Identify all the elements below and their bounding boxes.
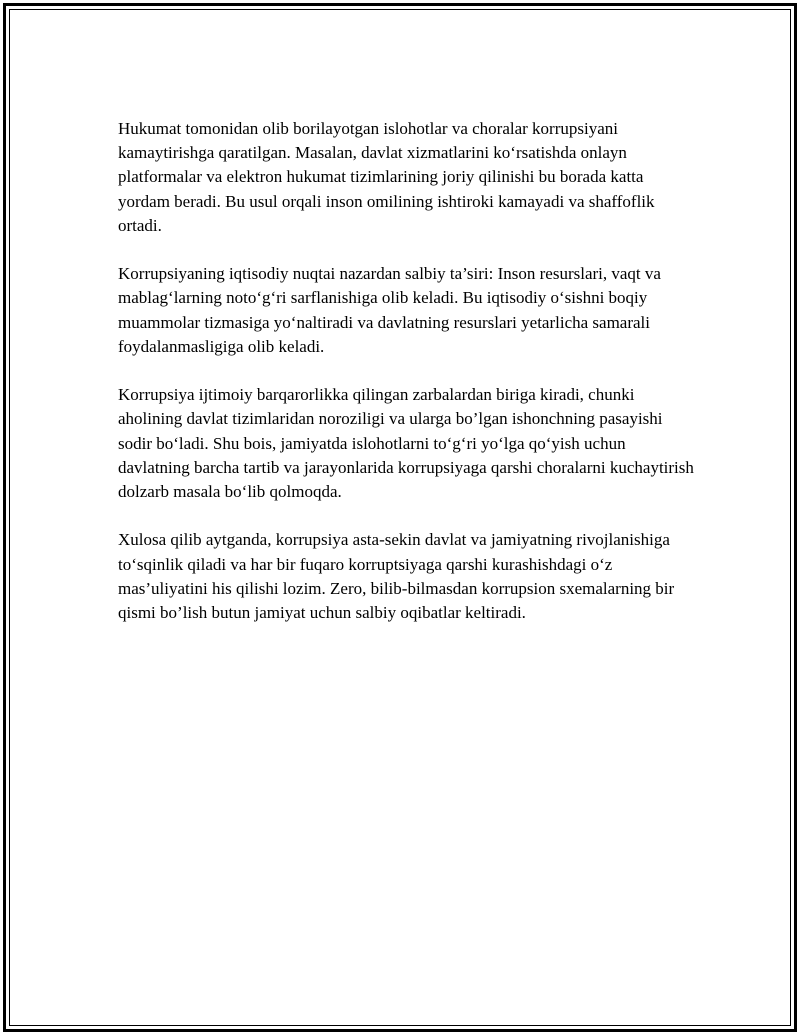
paragraph-economic-impact: Korrupsiyaning iqtisodiy nuqtai nazardan salbiy ta’siri: Inson resurslari, vaqt va mablagʻlarning notoʻgʻri sarflanishiga olib keladi. Bu iqtisodiy oʻsishni boqiy muammolar tizmasiga yoʻnaltiradi va davlatning resurslari yetarlicha samarali foydalanmasligiga olib keladi. (118, 264, 661, 356)
paragraph-social-stability: Korrupsiya ijtimoiy barqarorlikka qilingan zarbalardan biriga kiradi, chunki aholining davlat tizimlaridan noroziligi va ularga bo’lgan ishonchning pasayishi sodir boʻladi. Shu bois, jamiyatda islohotlarni toʻgʻri yoʻlga qoʻyish uchun davlatning barcha tartib va jarayonlarida korrupsiyaga qarshi choralarni kuchaytirish dolzarb masala boʻlib qolmoqda. (118, 385, 694, 502)
paragraph-conclusion: Xulosa qilib aytganda, korrupsiya asta-sekin davlat va jamiyatning rivojlanishiga toʻsqinlik qiladi va har bir fuqaro korruptsiyaga qarshi kurashishdagi oʻz mas’uliyatini his qilishi lozim. Zero, bilib-bilmasdan korrupsion sxemalarning bir qismi bo’lish butun jamiyat uchun salbiy oqibatlar keltiradi. (118, 530, 675, 623)
document-body (118, 117, 698, 649)
paragraph-reforms: Hukumat tomonidan olib borilayotgan islohotlar va choralar korrupsiyani kamaytirishga qaratilgan. Masalan, davlat xizmatlarini koʻrsatishda onlayn platformalar va elektron hukumat tizimlarining joriy qilinishi bu borada katta yordam beradi. Bu usul orqali inson omilining ishtiroki kamayadi va shaffoflik ortadi. (118, 119, 655, 235)
